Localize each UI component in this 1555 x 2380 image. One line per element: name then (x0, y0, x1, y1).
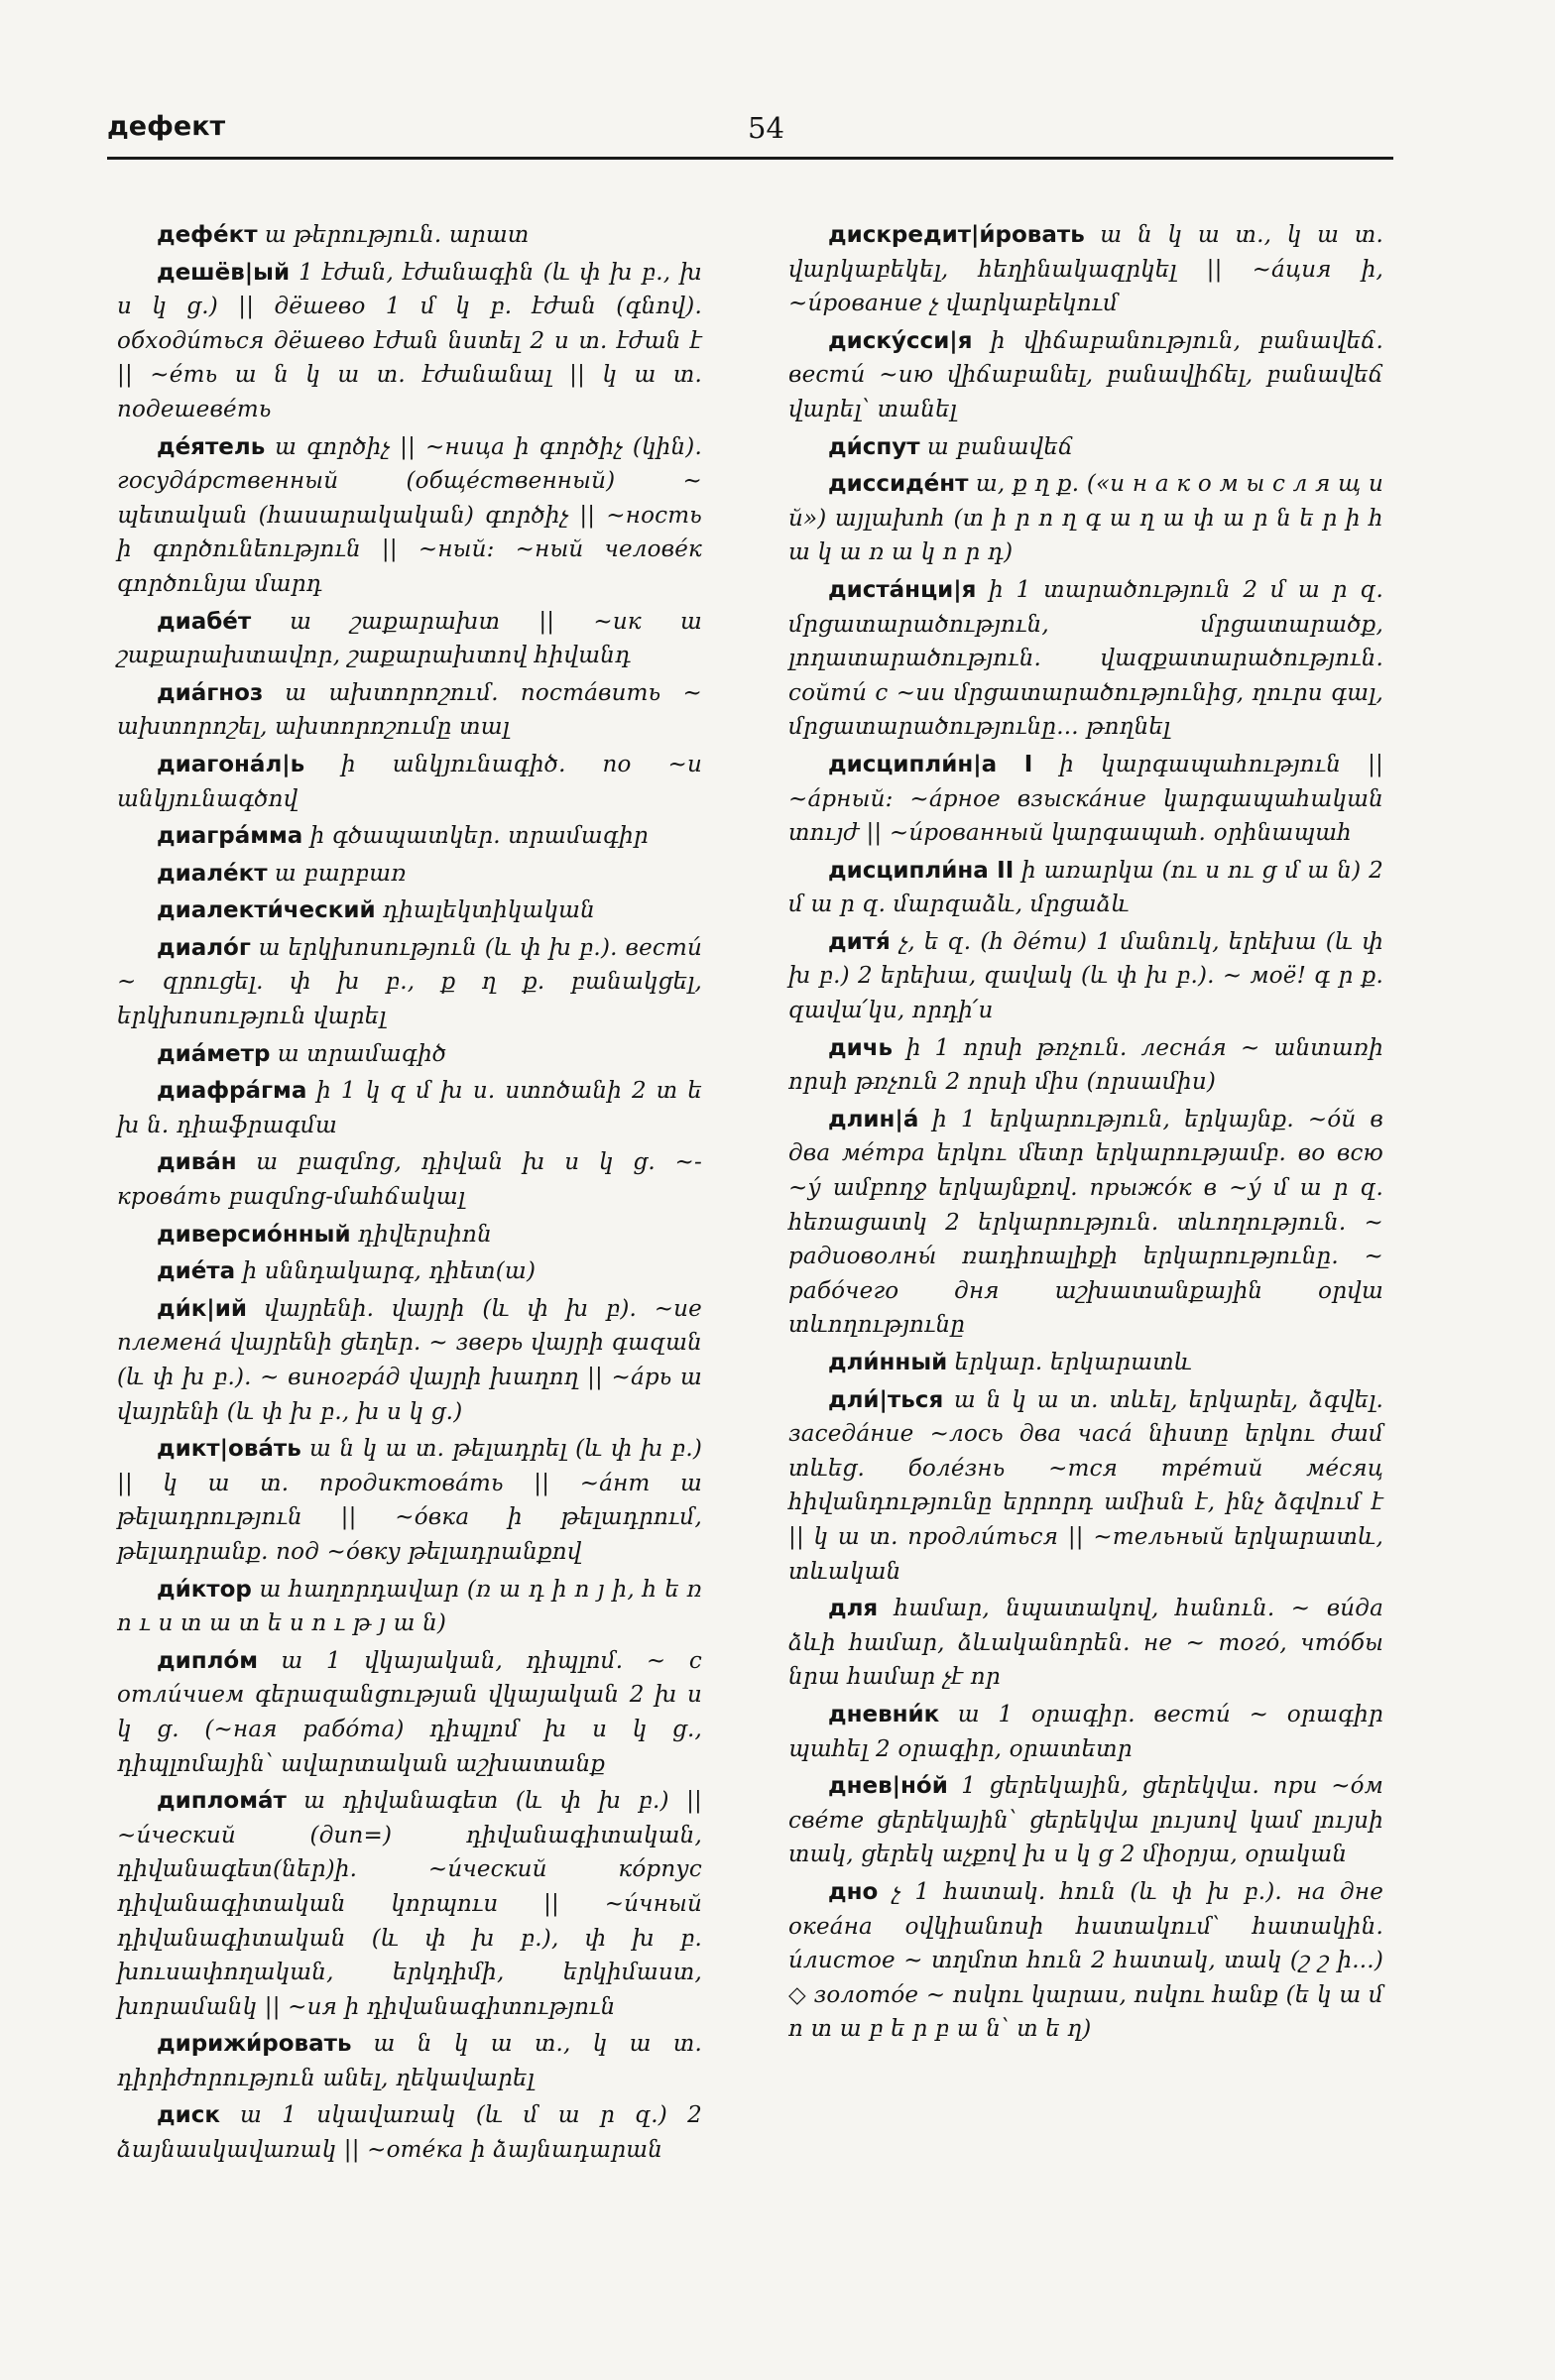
entry-definition: ի գծապատկեր. տրամագիր (309, 823, 649, 850)
entry-definition: ա ն կ ա տ., կ ա տ. դիրիժորություն անել, ղեկավարել (117, 2031, 702, 2091)
entry-definition: համար, նպատակով, հանուն. ~ ви́да ձևի համար, ձևականորեն. не ~ того́, что́бы նրա համար չէ որ (788, 1596, 1384, 1691)
dictionary-entry (117, 2027, 702, 2095)
dictionary-entry (788, 1875, 1383, 2047)
dictionary-entry (117, 1254, 702, 1289)
entry-definition: ա բանավեճ (926, 433, 1074, 460)
dictionary-entry (788, 925, 1383, 1028)
dictionary-entry (788, 854, 1383, 922)
dictionary-entry (117, 430, 702, 602)
entry-headword: дно (828, 1878, 879, 1905)
dictionary-entry (117, 819, 702, 854)
entry-headword: дли́|ться (828, 1386, 944, 1413)
entry-headword: диало́г (157, 934, 251, 961)
dictionary-entry (117, 1074, 702, 1142)
entry-definition: ա թերություն. արատ (264, 222, 530, 248)
dictionary-entry (788, 1769, 1383, 1872)
entry-headword: дли́нный (828, 1350, 948, 1375)
entry-headword: дневни́к (828, 1701, 940, 1727)
entry-headword: дипло́м (157, 1647, 259, 1674)
dictionary-entry (788, 748, 1383, 851)
entry-definition: ա ն կ ա տ. թելադրել (և փ խ բ.) || կ ա տ. продиктова́ть || ~а́нт ա թելադրություն || ~о́вка ի թելադրում, թելադրանք. под ~о́вку թելադրանքով (117, 1436, 703, 1565)
entry-definition: ի 1 երկարություն, երկայնք. ~о́й в два ме́тра երկու մետր երկարությամբ. во всю ~у́ ամբողջ երկայնքով. прыжо́к в ~у́ մ ա ր զ. հեռացատկ 2 երկարություն. տևողություն. ~ радиоволны́ ռադիոալիքի երկարությունը. ~ рабо́чего дня աշխատանքային օրվա տևողությունը (788, 1106, 1383, 1339)
entry-headword: для (828, 1596, 879, 1622)
entry-headword: днев|но́й (828, 1773, 948, 1800)
dictionary-entry (117, 931, 702, 1034)
left-column (117, 218, 702, 2171)
entry-definition: ի անկյունագիծ. по ~и անկյունագծով (117, 751, 702, 812)
entry-definition: ա բազմոց, դիվան խ ս կ ց. ~-крова́ть բազմոց-մահճակալ (117, 1149, 703, 1211)
running-head: дефект (107, 111, 226, 142)
entry-definition: ի առարկա (ու ս ու ց մ ա ն) 2 մ ա ր զ. մարզաձև, մրցաձև (788, 857, 1383, 918)
dictionary-entry (117, 676, 702, 745)
entry-definition: ա տրամագիծ (277, 1040, 447, 1067)
entry-headword: де́ятель (157, 433, 266, 460)
entry-headword: дирижи́ровать (157, 2031, 352, 2058)
dictionary-entry (788, 324, 1383, 427)
dictionary-entry (788, 1346, 1383, 1380)
entry-definition: դիալեկտիկական (382, 897, 595, 924)
entry-definition: ա դիվանագետ (և փ խ բ.) || ~и́ческий (дип=) դիվանագիտական, դիվանագետ(ներ)ի. ~и́ческий ко́рпус դիվանագիտական կորպուս || ~и́чный դիվանագիտական (և փ խ բ.), փ խ բ. խուսափողական, երկդիմի, երկիմաստ, խորամանկ || ~ия ի դիվանագիտություն (117, 1788, 703, 2020)
dictionary-entry (117, 1784, 702, 2024)
entry-definition: ա ախտորոշում. поста́вить ~ ախտորոշել, ախտորոշումը տալ (117, 679, 702, 741)
dictionary-entry (788, 430, 1383, 465)
entry-headword: дискредит|и́ровать (828, 222, 1085, 248)
entry-definition: ա ն կ ա տ. տևել, երկարել, ձգվել. заседа́ние ~лось два часа́ նիստը երկու ժամ տևեց. боле́знь ~тся тре́тий ме́сяц հիվանդությունը երրորդ ամիսն է, ինչ ձգվում է || կ ա տ. продли́ться || ~тельный երկարատև, տևական (788, 1386, 1383, 1585)
entry-definition: ի սննդակարգ, դիետ(ա) (242, 1258, 537, 1285)
entry-headword: ди́ктор (157, 1576, 252, 1603)
entry-definition: ա բարբառ (274, 860, 407, 887)
entry-headword: диагона́л|ь (157, 751, 305, 777)
dictionary-entry (117, 857, 702, 892)
entry-headword: диск (157, 2102, 220, 2129)
entry-headword: дешёв|ый (157, 259, 291, 286)
dictionary-entry (788, 1383, 1383, 1590)
dictionary-entry (788, 1592, 1383, 1695)
entry-definition: ի 1 տարածություն 2 մ ա ր զ. մրցատարածություն, մրցատարածք, լողատարածություն. վազքատարածություն. сойти́ с ~ии մրցատարածությունից, ղուրս գալ, մրցատարածությունը... թողնել (788, 576, 1384, 741)
dictionary-entry (117, 2098, 702, 2167)
entry-definition: դիվերսիոն (357, 1221, 492, 1248)
entry-definition: ի 1 կ զ մ խ ս. ստոծանի 2 տ ե խ ն. դիաֆրագմա (117, 1078, 702, 1138)
dictionary-entry (117, 1432, 702, 1569)
entry-headword: дие́та (157, 1258, 236, 1285)
dictionary-entry (788, 1698, 1383, 1766)
entry-definition: երկար. երկարատև (954, 1350, 1193, 1375)
page-number: 54 (748, 111, 784, 145)
dictionary-entry (117, 748, 702, 816)
entry-headword: диста́нци|я (828, 576, 977, 603)
entry-headword: дисципли́н|а I (828, 751, 1033, 777)
dictionary-entry (117, 893, 702, 928)
dictionary-entry (788, 1031, 1383, 1100)
entry-definition: ա 1 օրագիր. вести́ ~ օրագիր պահել 2 օրագիր, օրատետր (788, 1701, 1383, 1762)
dictionary-entry (788, 1103, 1383, 1343)
entry-headword: дефе́кт (157, 222, 258, 248)
entry-definition: վայրենի. վայրի (և փ խ բ). ~ие племена́ վայրենի ցեղեր. ~ зверь վայրի գազան (և փ խ բ.). ~ виногра́д վայրի խաղող || ~а́рь ա վայրենի (և փ խ բ., խ ս կ ց.) (117, 1295, 702, 1425)
entry-headword: диабе́т (157, 608, 252, 635)
entry-headword: дичь (828, 1034, 894, 1061)
entry-headword: диагра́мма (157, 823, 303, 850)
entry-headword: диверсио́нный (157, 1221, 351, 1248)
entry-definition: 1 էժան, էժանագին (և փ խ բ., խ ս կ ց.) || дёшево 1 մ կ բ. էժան (գնով). обходи́ться дёшево էժան նստել 2 ս տ. էժան է || ~е́ть ա ն կ ա տ. էժանանալ || կ ա տ. подешеве́ть (117, 259, 703, 422)
dictionary-entry (117, 256, 702, 427)
dictionary-entry (788, 573, 1383, 745)
entry-definition: ա շաքարախտ || ~ик ա շաքարախտավոր, շաքարախտով հիվանդ (117, 608, 703, 669)
entry-definition: ի կարգապահություն || ~а́рный: ~а́рное взыска́ние կարգապահական տույժ || ~и́рованный կարգապահ. օրինապահ (788, 751, 1384, 847)
entry-definition: ա հաղորդավար (ռ ա դ ի ո յ ի, հ ե ռ ո ւ ս տ ա տ ե ս ո ւ թ յ ա ն) (117, 1576, 702, 1637)
dictionary-entry (117, 1037, 702, 1072)
entry-headword: диале́кт (157, 860, 268, 887)
dictionary-entry (117, 1145, 702, 1214)
entry-definition: ա ն կ ա տ., կ ա տ. վարկաբեկել, հեղինակազրկել || ~а́ция ի, ~и́рование չ վարկաբեկում (788, 222, 1383, 317)
entry-headword: дисципли́на II (828, 857, 1015, 884)
entry-headword: ди́спут (828, 433, 920, 460)
entry-definition: ա 1 սկավառակ (և մ ա ր զ.) 2 ձայնասկավառակ || ~оте́ка ի ձայնադարան (117, 2102, 703, 2164)
right-column (788, 218, 1383, 2050)
entry-definition: ա 1 վկայական, դիպլոմ. ~ с отли́чием գերազանցության վկայական 2 խ ս կ ց. (~ная рабо́та) դիպլոմ խ ս կ ց., դիպլոմային՝ ավարտական աշխատանք (117, 1647, 702, 1777)
dictionary-entry (117, 218, 702, 253)
header-rule (107, 157, 1393, 160)
entry-definition: ի վիճաբանություն, բանավեճ. вести́ ~ию վիճաբանել, բանավիճել, բանավեճ վարել՝ տանել (788, 327, 1384, 422)
dictionary-entry (117, 605, 702, 673)
dictionary-entry (788, 467, 1383, 570)
entry-definition: ի 1 որսի թռչուն. лесна́я ~ անտառի որսի թռչուն 2 որսի միս (որսամիս) (788, 1034, 1384, 1096)
entry-definition: չ, ե զ. (հ де́ти) 1 մանուկ, երեխա (և փ խ բ.) 2 երեխա, զավակ (և փ խ բ.). ~ моё! գ ր ք. զավա՛կս, որդի՛ս (788, 928, 1384, 1024)
entry-headword: дива́н (157, 1149, 237, 1176)
entry-definition: չ 1 հատակ. հուն (և փ խ բ.). на дне океа́на օվկիանոսի հատակում՝ հատակին. и́листое ~ տղմոտ հուն 2 հատակ, տակ (շ շ ի...) ◇ золото́е ~ ոսկու կարաս, ոսկու հանք (ե կ ա մ ո տ ա բ ե ր բ ա ն՝ տ ե ղ) (788, 1878, 1383, 2043)
entry-headword: диафра́гма (157, 1078, 307, 1105)
page-header (107, 111, 1396, 161)
dictionary-entry (117, 1573, 702, 1641)
entry-headword: диа́метр (157, 1040, 271, 1067)
dictionary-entry (117, 1292, 702, 1429)
entry-definition: ա, ք ղ ք. («и н а к о м ы с л я щ и й») այլախոհ (տ ի ր ո ղ գ ա ղ ա փ ա ր ն ե ր ի հ ա կ ա ռ ա կ ո ր դ) (788, 471, 1384, 566)
entry-headword: диску́сси|я (828, 327, 973, 354)
entry-headword: дитя́ (828, 928, 891, 955)
entry-definition: ա երկխոսություն (և փ խ բ.). вести́ ~ զրուցել. փ խ բ., ք ղ ք. բանակցել, երկխոսություն վարել (117, 934, 703, 1030)
entry-headword: диссиде́нт (828, 471, 969, 498)
entry-headword: длин|а́ (828, 1106, 919, 1132)
entry-headword: диа́гноз (157, 679, 264, 706)
dictionary-entry (117, 1644, 702, 1781)
entry-headword: диплома́т (157, 1788, 287, 1815)
entry-definition: 1 ցերեկային, ցերեկվա. при ~о́м све́те ցերեկային՝ ցերեկվա լույսով կամ լույսի տակ, ցերեկ աչքով խ ս կ ց 2 միօրյա, օրական (788, 1773, 1383, 1868)
entry-definition: ա գործիչ || ~ница ի գործիչ (կին). госуда́рственный (обще́ственный) ~ պետական (հասարակական) գործիչ || ~ность ի գործունեություն || ~ный: ~ный челове́к գործունյա մարդ (117, 433, 702, 597)
entry-headword: дикт|ова́ть (157, 1436, 301, 1463)
dictionary-entry (117, 1218, 702, 1252)
entry-headword: диалекти́ческий (157, 897, 376, 924)
entry-headword: ди́к|ий (157, 1295, 247, 1322)
dictionary-entry (788, 218, 1383, 321)
